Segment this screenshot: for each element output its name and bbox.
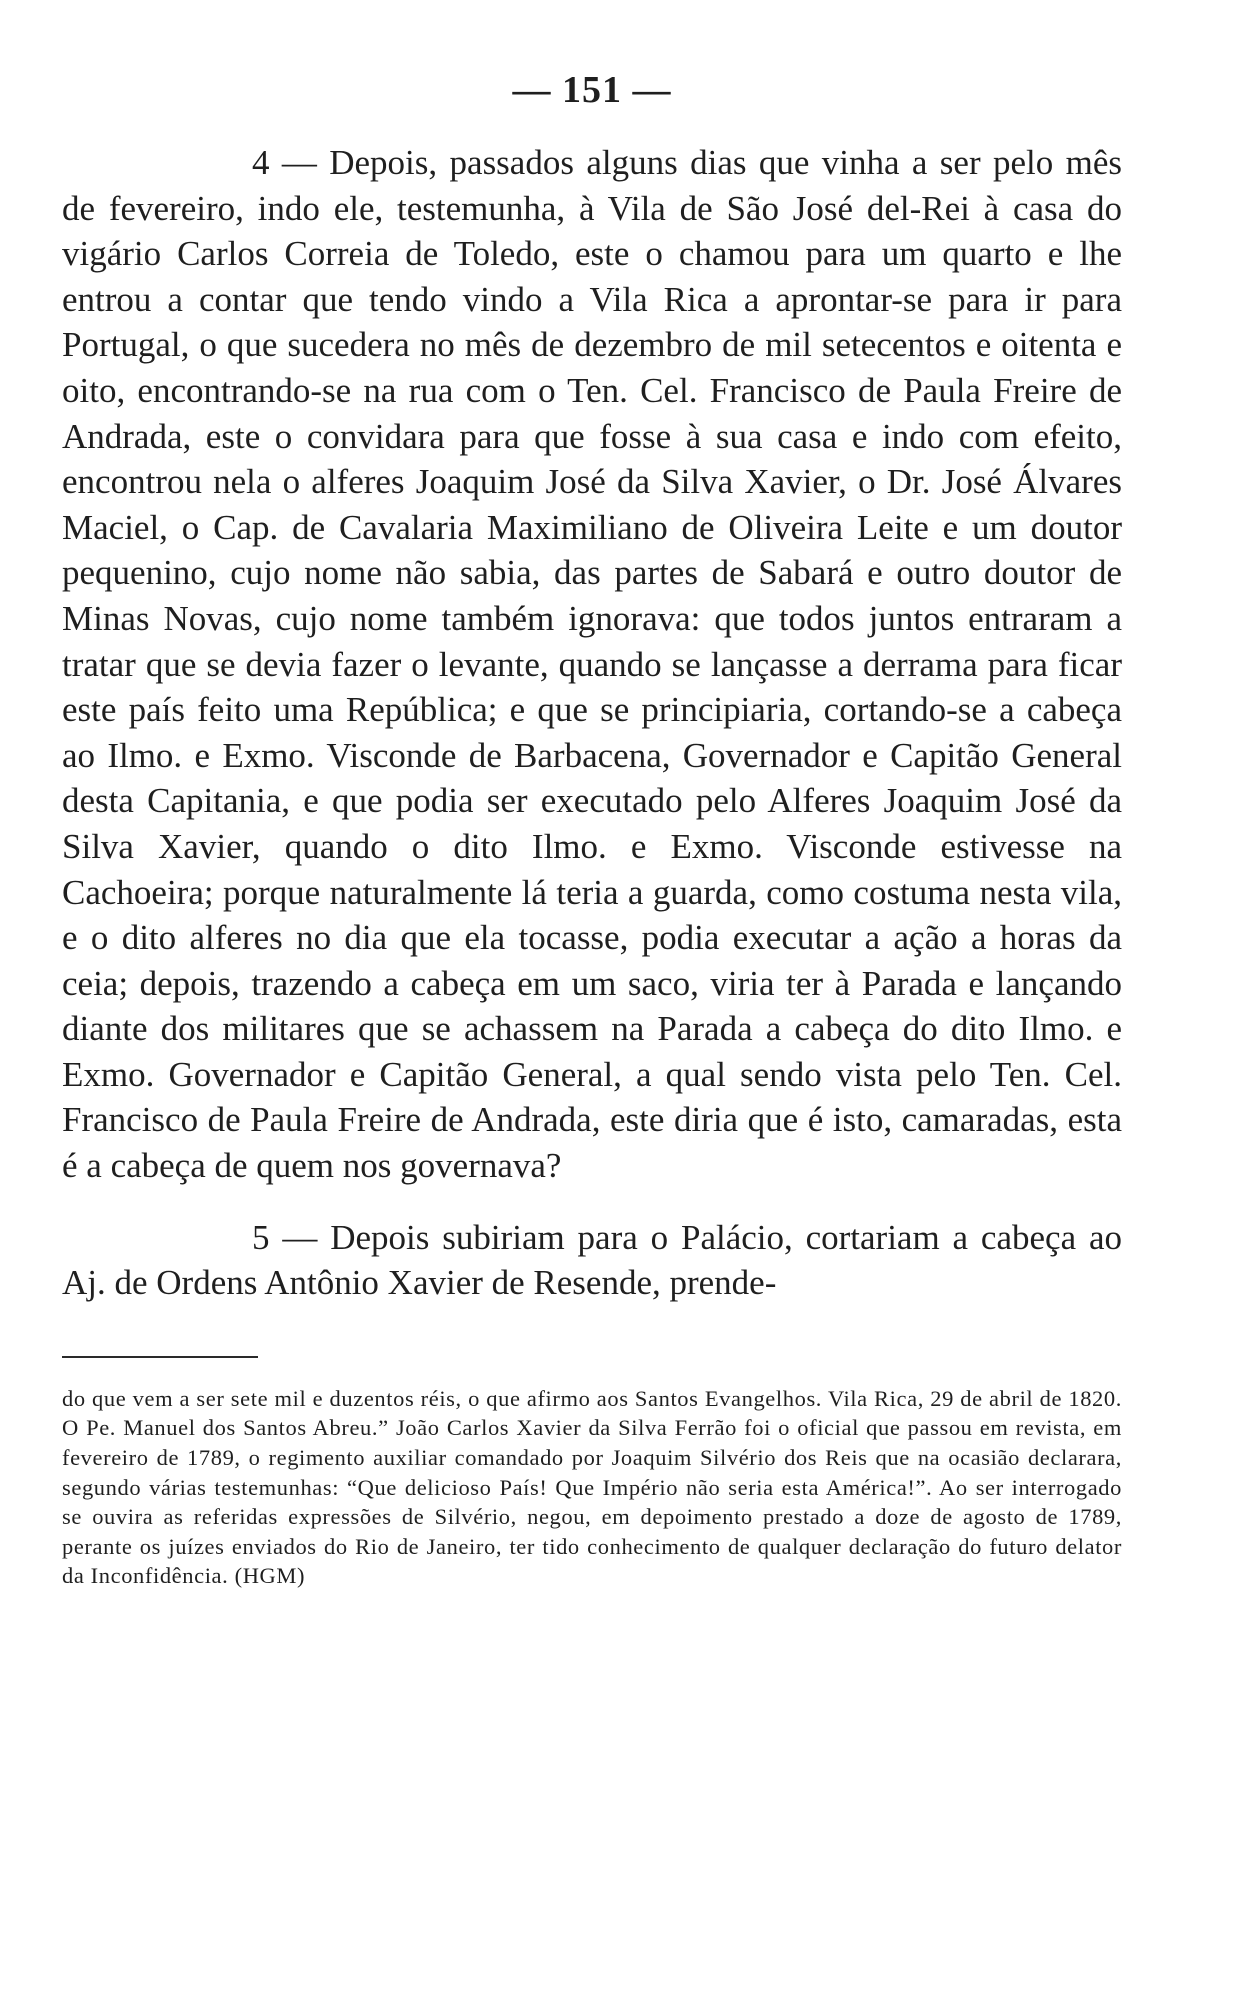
paragraph-5: 5 — Depois subiriam para o Palácio, cortariam a cabeça ao Aj. de Ordens Antônio Xavier de Resende, prende- bbox=[62, 1217, 1122, 1303]
page-number: — 151 — bbox=[512, 69, 672, 111]
body-text bbox=[62, 140, 1122, 1306]
footnote-divider bbox=[62, 1356, 258, 1358]
book-page bbox=[62, 62, 1122, 1591]
footnote: do que vem a ser sete mil e duzentos réis, o que afirmo aos Santos Evangelhos. Vila Rica, 29 de abril de 1820. O Pe. Manuel dos Santos Abreu.” João Carlos Xavier da Silva Ferrão foi o oficial que passou em revista, em fevereiro de 1789, o regimento auxiliar comandado por Joaquim Silvério dos Reis que na ocasião declarara, segundo várias testemunhas: “Que delicioso País! Que Império não seria esta América!”. Ao ser interrogado se ouvira as referidas expressões de Silvério, negou, em depoimento prestado a doze de agosto de 1789, perante os juízes enviados do Rio de Janeiro, ter tido conhecimento de qualquer declaração do futuro delator da Inconfidência. (HGM) bbox=[62, 1385, 1122, 1589]
paragraph-4: 4 — Depois, passados alguns dias que vinha a ser pelo mês de fevereiro, indo ele, testemunha, à Vila de São José del-Rei à casa do vigário Carlos Correia de Toledo, este o chamou para um quarto e lhe entrou a contar que tendo vindo a Vila Rica a aprontar-se para ir para Portugal, o que sucedera no mês de dezembro de mil setecentos e oitenta e oito, encontrando-se na rua com o Ten. Cel. Francisco de Paula Freire de Andrada, este o convidara para que fosse à sua casa e indo com efeito, encontrou nela o alferes Joaquim José da Silva Xavier, o Dr. José Álvares Maciel, o Cap. de Cavalaria Maximiliano de Oliveira Leite e um doutor pequenino, cujo nome não sabia, das partes de Sabará e outro doutor de Minas Novas, cujo nome também ignorava: que todos juntos entraram a tratar que se devia fazer o levante, quando se lançasse a derrama para ficar este país feito uma República; e que se principiaria, cortando-se a cabeça ao Ilmo. e Exmo. Visconde de Barbacena, Governador e Capitão General desta Capitania, e que podia ser executado pelo Alferes Joaquim José da Silva Xavier, quando o dito Ilmo. e Exmo. Visconde estivesse na Cachoeira; porque naturalmente lá teria a guarda, como costuma nesta vila, e o dito alferes no dia que ela tocasse, podia executar a ação a horas da ceia; depois, trazendo a cabeça em um saco, viria ter à Parada e lançando diante dos militares que se achassem na Parada a cabeça do dito Ilmo. e Exmo. Governador e Capitão General, a qual sendo vista pelo Ten. Cel. Francisco de Paula Freire de Andrada, este diria que é isto, camaradas, esta é a cabeça de quem nos governava? bbox=[62, 143, 1122, 1186]
